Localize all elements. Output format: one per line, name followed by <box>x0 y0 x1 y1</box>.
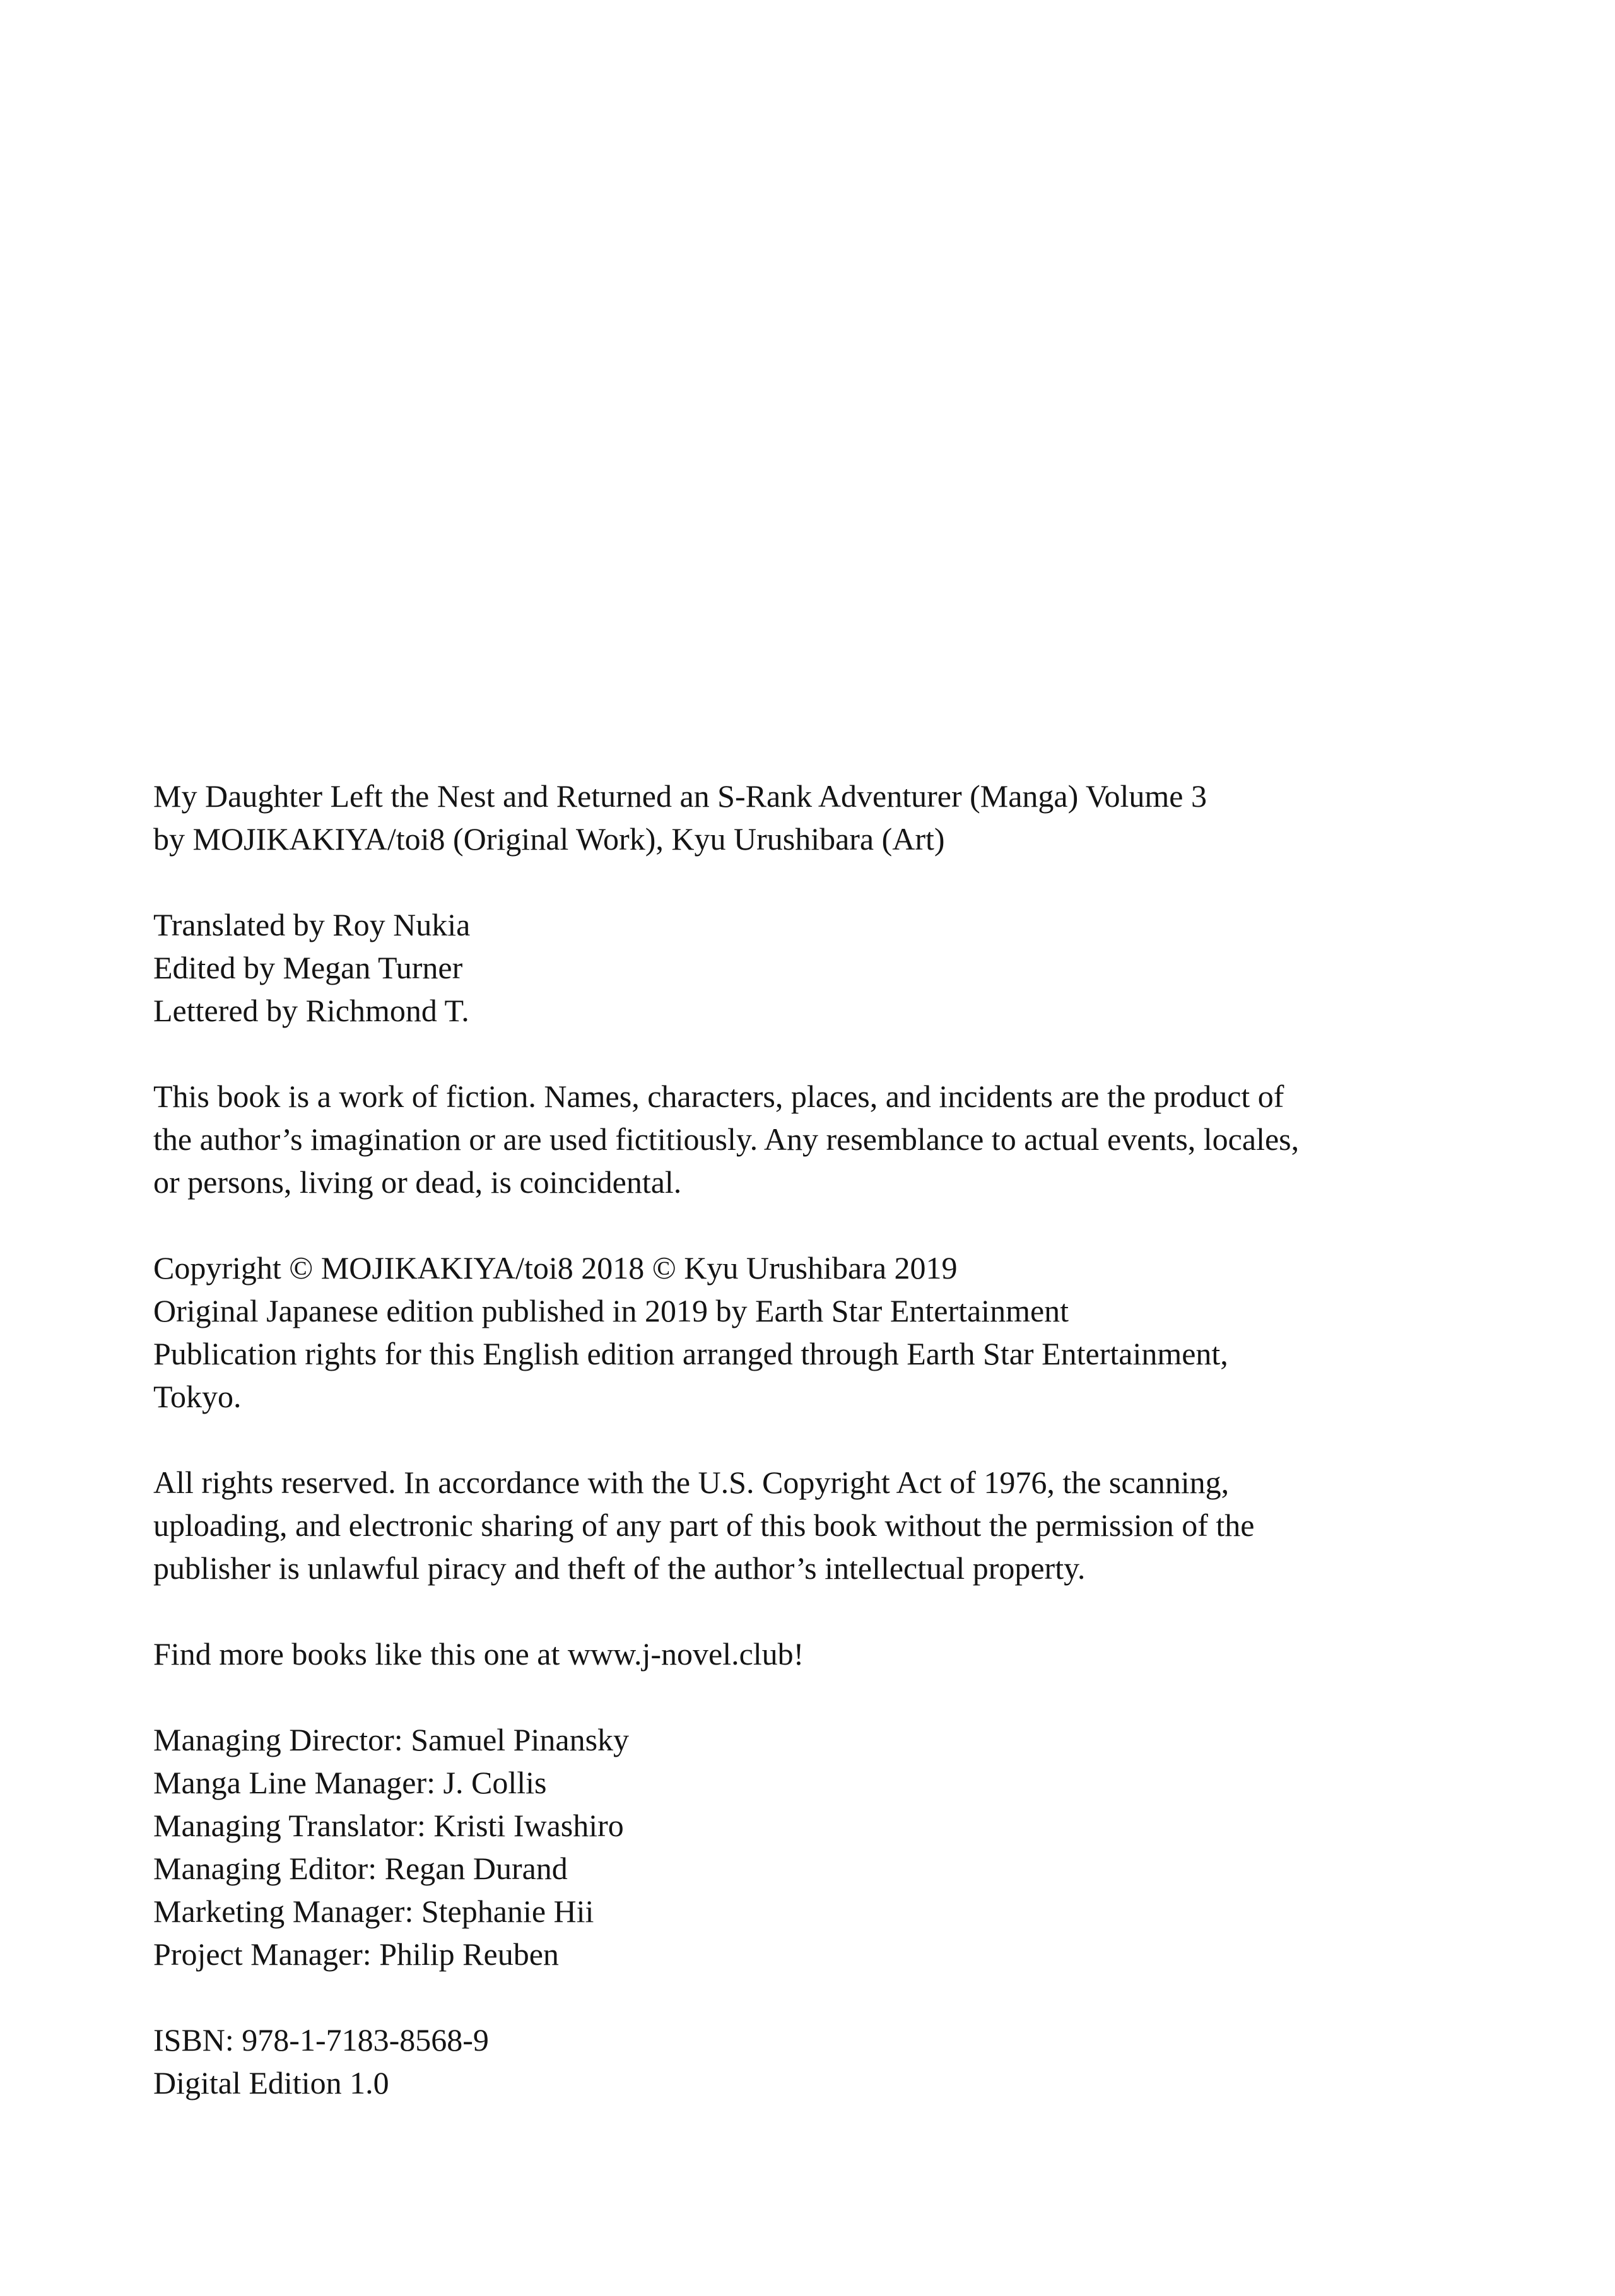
isbn-line: ISBN: 978-1-7183-8568-9 <box>153 2022 489 2058</box>
promo-line: Find more books like this one at www.j-novel.club! <box>153 1636 804 1672</box>
promo-block <box>153 1632 1491 1675</box>
staff-marketing-manager: Marketing Manager: Stephanie Hii <box>153 1894 594 1929</box>
staff-credits-block <box>153 1718 1491 1976</box>
fiction-disclaimer-line-3: or persons, living or dead, is coincidental. <box>153 1164 682 1200</box>
staff-project-manager: Project Manager: Philip Reuben <box>153 1936 559 1972</box>
digital-edition-line: Digital Edition 1.0 <box>153 2065 389 2100</box>
rights-notice-line-3: publisher is unlawful piracy and theft of the author’s intellectual property. <box>153 1550 1086 1586</box>
letterer-credit: Lettered by Richmond T. <box>153 993 469 1028</box>
staff-manga-line-manager: Manga Line Manager: J. Collis <box>153 1765 547 1800</box>
fiction-disclaimer-line-1: This book is a work of fiction. Names, characters, places, and incidents are the product of <box>153 1079 1284 1114</box>
copyright-line-2: Original Japanese edition published in 2019 by Earth Star Entertainment <box>153 1293 1069 1328</box>
book-byline: by MOJIKAKIYA/toi8 (Original Work), Kyu Urushibara (Art) <box>153 821 945 857</box>
staff-managing-translator: Managing Translator: Kristi Iwashiro <box>153 1808 624 1843</box>
localization-credits-block <box>153 903 1491 1032</box>
rights-notice-line-2: uploading, and electronic sharing of any part of this book without the permission of the <box>153 1508 1255 1543</box>
colophon-text <box>153 775 1491 2104</box>
rights-notice-line-1: All rights reserved. In accordance with the U.S. Copyright Act of 1976, the scanning, <box>153 1465 1230 1500</box>
title-block <box>153 775 1491 860</box>
copyright-line-1: Copyright © MOJIKAKIYA/toi8 2018 © Kyu Urushibara 2019 <box>153 1250 958 1286</box>
book-title-line: My Daughter Left the Nest and Returned an S-Rank Adventurer (Manga) Volume 3 <box>153 778 1207 814</box>
translator-credit: Translated by Roy Nukia <box>153 907 471 942</box>
staff-managing-editor: Managing Editor: Regan Durand <box>153 1851 568 1886</box>
staff-managing-director: Managing Director: Samuel Pinansky <box>153 1722 630 1757</box>
copyright-line-4: Tokyo. <box>153 1379 242 1414</box>
copyright-line-3: Publication rights for this English edition arranged through Earth Star Entertainment, <box>153 1336 1228 1371</box>
editor-credit: Edited by Megan Turner <box>153 950 463 985</box>
edition-block <box>153 2018 1491 2104</box>
copyright-block <box>153 1246 1491 1418</box>
fiction-disclaimer-line-2: the author’s imagination or are used fictitiously. Any resemblance to actual events, locales, <box>153 1122 1300 1157</box>
fiction-disclaimer-block <box>153 1075 1491 1204</box>
rights-notice-block <box>153 1461 1491 1590</box>
